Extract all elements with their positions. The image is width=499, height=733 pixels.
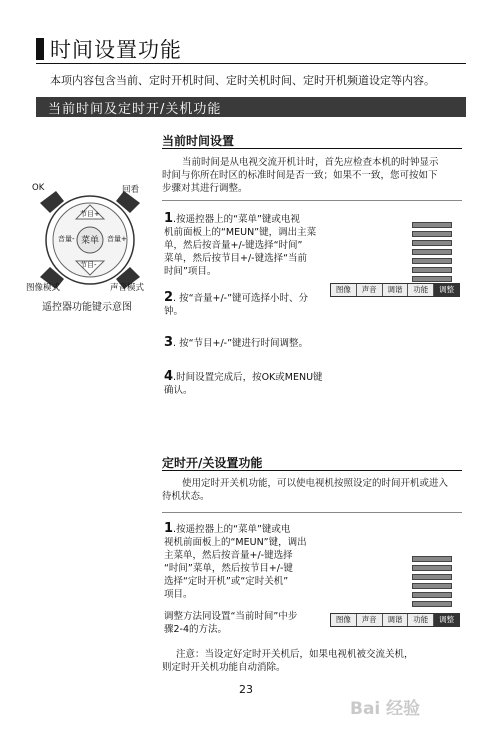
step-number: 1	[164, 211, 174, 226]
step-text: .按遥控器上的“菜单”键或电	[173, 524, 291, 535]
vol-up-label: 音量+	[107, 235, 127, 243]
picture-mode-label: 图像模式	[26, 283, 61, 293]
page-number: 23	[239, 683, 253, 696]
timer-step-1	[164, 522, 307, 601]
menu-tab: 图像	[331, 614, 357, 626]
current-time-desc-1: 当前时间是从电视交流开机计时，首先应检查本机的时钟显示	[182, 157, 439, 168]
current-time-rule	[162, 148, 462, 149]
step-text: 菜单，然后按节目+/-键选择“当前	[164, 253, 308, 264]
vol-down-label: 音量-	[58, 235, 75, 243]
menu-tab: 声音	[357, 614, 383, 626]
step-number: 4	[164, 369, 174, 384]
menu-tab-active: 调整	[434, 284, 459, 296]
timer-note-2: 则定时开关机功能自动消除。	[162, 662, 286, 673]
current-step-3	[164, 336, 308, 350]
menu-items-graphic	[412, 222, 452, 285]
timer-desc-2: 待机状态。	[162, 491, 210, 502]
back-label: 回看	[122, 185, 140, 195]
ch-down-label: 节目-	[80, 261, 97, 269]
step-text: .时间设置完成后，按OK或MENU键	[173, 372, 323, 383]
current-step-4	[164, 370, 323, 397]
step-text: 选择“定时开机”或“定时关机”	[164, 576, 289, 587]
current-step-2	[164, 291, 308, 318]
section-title: 当前时间及定时开/关机功能	[48, 102, 222, 117]
menu-tab: 调谐	[383, 284, 409, 296]
menu-tab-bar	[330, 613, 460, 627]
menu-tab: 调谐	[383, 614, 409, 626]
step-number: 1	[164, 521, 174, 536]
timer-rule	[162, 470, 462, 471]
ch-up-label: 节目+	[80, 210, 100, 218]
menu-tab: 功能	[408, 284, 434, 296]
step-text: 主菜单，然后按音量+/-键选择	[164, 550, 293, 561]
step-text: . 按“音量+/-”键可选择小时、分	[173, 293, 309, 304]
timer-note-1: 注意：当设定好定时开关机后，如果电视机被交流关机，	[176, 649, 414, 660]
step-text: “时间”菜单，然后按节目+/-键	[164, 563, 293, 574]
menu-items-graphic	[412, 556, 452, 610]
watermark: Bai 经验	[350, 699, 421, 719]
intro-text: 本项内容包含当前、定时开机时间、定时关机时间、定时开机频道设定等内容。	[50, 74, 435, 87]
timer-desc-1: 使用定时开关机功能，可以使电视机按照设定的时间开机或进入	[182, 478, 449, 489]
menu-tab: 图像	[331, 284, 357, 296]
title-marker	[36, 38, 44, 60]
step-number: 2	[164, 290, 174, 305]
step-text: 时间”项目。	[164, 266, 217, 277]
menu-tab: 功能	[408, 614, 434, 626]
menu-tab-active: 调整	[434, 614, 459, 626]
timer-adjust-note	[164, 610, 297, 636]
step-text: 单，然后按音量+/-键选择“时间”	[164, 240, 303, 251]
step-text: 项目。	[164, 589, 193, 600]
current-step-1	[164, 212, 316, 278]
remote-caption: 遥控器功能键示意图	[42, 302, 132, 313]
step-text: 钟。	[164, 306, 184, 317]
menu-tab-bar	[330, 283, 460, 297]
step-text: 视机前面板上的“MEUN”键，调出	[164, 537, 307, 548]
ok-label: OK	[32, 183, 45, 193]
step-text: .按遥控器上的“菜单”键或电视	[173, 214, 300, 225]
step-text: 调整方法同设置“当前时间”中步	[164, 611, 298, 622]
menu-tab: 声音	[357, 284, 383, 296]
step-text: 机前面板上的“MEUN”键，调出主菜	[164, 227, 317, 238]
menu-label: 菜单	[81, 236, 100, 246]
step-text: 确认。	[164, 385, 193, 396]
sound-mode-label: 声音模式	[110, 283, 145, 293]
step-text: 骤2-4的方法。	[164, 624, 228, 635]
title-divider	[36, 63, 466, 64]
current-time-heading: 当前时间设置	[162, 134, 235, 148]
page-title: 时间设置功能	[50, 38, 182, 62]
section-header	[36, 97, 466, 117]
timer-heading: 定时开/关设置功能	[162, 456, 263, 470]
timer-divider	[162, 512, 462, 513]
step-number: 3	[164, 335, 174, 350]
current-time-desc-3: 步骤对其进行调整。	[162, 183, 248, 194]
remote-diagram	[26, 183, 150, 295]
current-time-divider	[162, 200, 462, 201]
current-time-desc-2: 时间与你所在时区的标准时间是否一致；如果不一致，您可按如下	[162, 170, 438, 181]
step-text: . 按“节目+/-”键进行时间调整。	[173, 338, 309, 349]
